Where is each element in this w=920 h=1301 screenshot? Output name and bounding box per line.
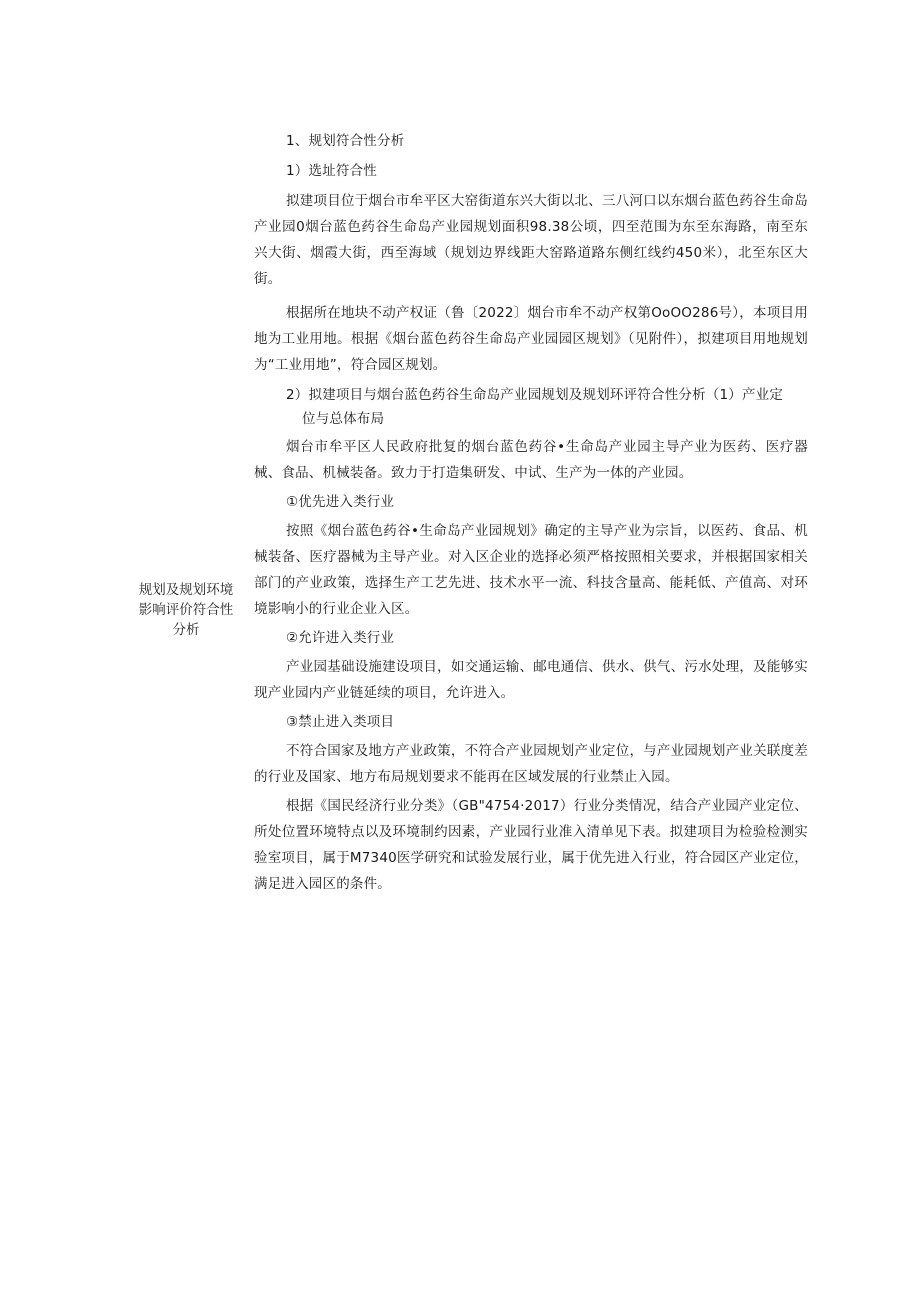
paragraph-priority-industries: 按照《烟台蓝色药谷•生命岛产业园规划》确定的主导产业为宗旨，以医药、食品、机械装备、医疗器械为主导产业。对入区企业的选择必须严格按照相关要求，并根据国家相关部门的产业政策，选择生产工艺先进、技术水平一流、科技含量高、能耗低、产值高、对环境影响小的行业企业入区。	[254, 523, 808, 617]
subheading-park-planning-compliance: 2）拟建项目与烟台蓝色药谷生命岛产业园规划及规划环评符合性分析（1）产业定	[286, 387, 784, 403]
section-side-label: 规划及规划环境影响评价符合性分析	[138, 582, 234, 638]
subheading-priority-industries: ①优先进入类行业	[286, 494, 395, 510]
paragraph-project-location: 拟建项目位于烟台市牟平区大窑街道东兴大街以北、三八河口以东烟台蓝色药谷生命岛产业园0烟台蓝色药谷生命岛产业园规划面积98.38公顷，四至范围为东至东海路，南至东兴大街、烟霞大街，西至海域（规划边界线距大窑路道路东侧红线约450米），北至东区大街。	[254, 193, 808, 287]
paragraph-industry-classification: 根据《国民经济行业分类》（GB"4754·2017）行业分类情况，结合产业园产业定位、所处位置环境特点以及环境制约因素，产业园行业准入清单见下表。拟建项目为检验检测实验室项目，属于M7340医学研究和试验发展行业，属于优先进入行业，符合园区产业定位，满足进入园区的条件。	[254, 798, 808, 892]
document-body	[254, 128, 808, 900]
subheading-permitted-industries: ②允许进入类行业	[286, 630, 395, 646]
subheading-prohibited-projects: ③禁止进入类项目	[286, 714, 395, 730]
subheading-site-selection: 1）选址符合性	[286, 163, 377, 179]
paragraph-permitted-industries: 产业园基础设施建设项目，如交通运输、邮电通信、供水、供气、污水处理，及能够实现产业园内产业链延续的项目，允许进入。	[254, 659, 808, 701]
paragraph-leading-industries: 烟台市牟平区人民政府批复的烟台蓝色药谷•生命岛产业园主导产业为医药、医疗器械、食品、机械装备。致力于打造集研发、中试、生产为一体的产业园。	[254, 439, 808, 481]
heading-planning-compliance: 1、规划符合性分析	[286, 133, 405, 149]
paragraph-prohibited-projects: 不符合国家及地方产业政策，不符合产业园规划产业定位，与产业园规划产业关联度差的行业及国家、地方布局规划要求不能再在区域发展的行业禁止入园。	[254, 743, 808, 785]
subheading-industry-positioning: 位与总体布局	[302, 411, 385, 427]
paragraph-land-certificate: 根据所在地块不动产权证（鲁〔2022〕烟台市牟不动产权第OoOO286号），本项目用地为工业用地。根据《烟台蓝色药谷生命岛产业园园区规划》（见附件），拟建项目用地规划为“工业用地”，符合园区规划。	[254, 305, 808, 373]
